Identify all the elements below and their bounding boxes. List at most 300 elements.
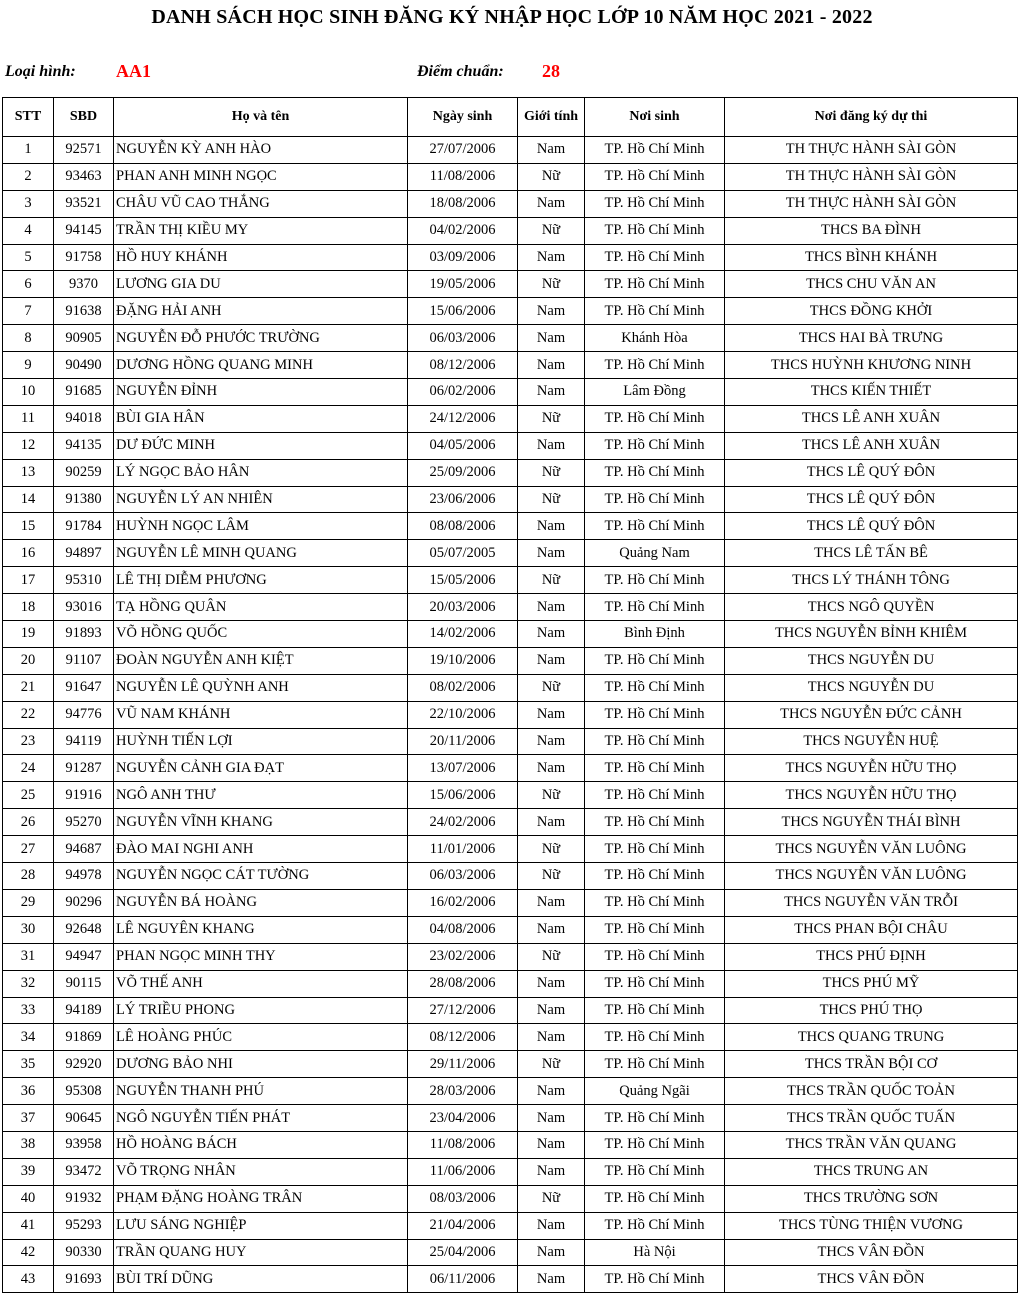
cell-exam-registration: THCS PHÚ THỌ [725, 997, 1018, 1024]
cell-stt: 3 [3, 190, 54, 217]
cell-birth-place: Quảng Nam [585, 540, 725, 567]
cell-birth-date: 22/10/2006 [408, 701, 518, 728]
cell-exam-registration: TH THỰC HÀNH SÀI GÒN [725, 137, 1018, 164]
table-row [3, 486, 1018, 513]
cell-exam-registration: THCS LÊ QUÝ ĐÔN [725, 486, 1018, 513]
cell-full-name: LÝ NGỌC BẢO HÂN [114, 459, 408, 486]
cell-gender: Nam [518, 352, 585, 379]
cell-sbd: 90490 [54, 352, 114, 379]
cell-stt: 36 [3, 1078, 54, 1105]
cell-sbd: 93958 [54, 1131, 114, 1158]
cell-full-name: TRẦN THỊ KIỀU MY [114, 217, 408, 244]
cell-exam-registration: THCS TRẦN VĂN QUANG [725, 1131, 1018, 1158]
table-row [3, 379, 1018, 406]
cell-full-name: NGUYỄN VĨNH KHANG [114, 809, 408, 836]
cell-stt: 5 [3, 244, 54, 271]
table-row [3, 1051, 1018, 1078]
cell-birth-place: TP. Hồ Chí Minh [585, 244, 725, 271]
cell-full-name: NGUYỄN CẢNH GIA ĐẠT [114, 755, 408, 782]
table-row [3, 728, 1018, 755]
cell-full-name: PHẠM ĐẶNG HOÀNG TRÂN [114, 1185, 408, 1212]
cell-birth-place: Hà Nội [585, 1239, 725, 1266]
header-exam-registration: Nơi đăng ký dự thi [725, 98, 1018, 137]
table-row [3, 1212, 1018, 1239]
cell-full-name: HUỲNH TIẾN LỢI [114, 728, 408, 755]
cell-exam-registration: THCS NGUYỄN HỮU THỌ [725, 755, 1018, 782]
cell-stt: 24 [3, 755, 54, 782]
cell-exam-registration: THCS LÊ QUÝ ĐÔN [725, 459, 1018, 486]
cell-sbd: 93521 [54, 190, 114, 217]
cell-exam-registration: THCS KIẾN THIẾT [725, 379, 1018, 406]
cutoff-score-label: Điểm chuẩn: [417, 63, 504, 80]
cell-stt: 22 [3, 701, 54, 728]
cell-stt: 15 [3, 513, 54, 540]
table-row [3, 513, 1018, 540]
cell-birth-place: TP. Hồ Chí Minh [585, 1051, 725, 1078]
cell-gender: Nam [518, 1024, 585, 1051]
cell-sbd: 90259 [54, 459, 114, 486]
cell-full-name: NGUYỄN THANH PHÚ [114, 1078, 408, 1105]
cell-sbd: 92571 [54, 137, 114, 164]
cell-stt: 8 [3, 325, 54, 352]
cell-gender: Nam [518, 137, 585, 164]
cell-sbd: 91784 [54, 513, 114, 540]
cell-birth-date: 11/08/2006 [408, 163, 518, 190]
header-birth-date: Ngày sinh [408, 98, 518, 137]
cell-full-name: NGUYỄN ĐỈNH [114, 379, 408, 406]
cell-gender: Nam [518, 190, 585, 217]
cell-sbd: 93472 [54, 1158, 114, 1185]
cell-stt: 32 [3, 970, 54, 997]
cell-birth-date: 25/04/2006 [408, 1239, 518, 1266]
cell-gender: Nam [518, 755, 585, 782]
admission-type-label: Loại hình: [5, 63, 76, 80]
table-row [3, 997, 1018, 1024]
cell-birth-date: 08/03/2006 [408, 1185, 518, 1212]
cell-sbd: 95293 [54, 1212, 114, 1239]
cell-birth-date: 15/06/2006 [408, 782, 518, 809]
cell-birth-place: TP. Hồ Chí Minh [585, 1158, 725, 1185]
cell-birth-date: 16/02/2006 [408, 889, 518, 916]
header-full-name: Họ và tên [114, 98, 408, 137]
table-row [3, 271, 1018, 298]
cell-gender: Nam [518, 809, 585, 836]
cell-gender: Nữ [518, 1051, 585, 1078]
cell-exam-registration: THCS BÌNH KHÁNH [725, 244, 1018, 271]
cell-birth-place: TP. Hồ Chí Minh [585, 513, 725, 540]
cell-birth-place: Lâm Đồng [585, 379, 725, 406]
table-row [3, 1131, 1018, 1158]
table-row [3, 755, 1018, 782]
header-sbd: SBD [54, 98, 114, 137]
cell-gender: Nam [518, 1212, 585, 1239]
cell-sbd: 90330 [54, 1239, 114, 1266]
cell-birth-date: 24/02/2006 [408, 809, 518, 836]
cell-birth-date: 06/02/2006 [408, 379, 518, 406]
cell-full-name: PHAN ANH MINH NGỌC [114, 163, 408, 190]
table-row [3, 567, 1018, 594]
cell-birth-place: TP. Hồ Chí Minh [585, 217, 725, 244]
table-row [3, 244, 1018, 271]
cell-birth-place: TP. Hồ Chí Minh [585, 432, 725, 459]
cell-exam-registration: THCS LÊ QUÝ ĐÔN [725, 513, 1018, 540]
table-row [3, 217, 1018, 244]
cell-sbd: 92648 [54, 916, 114, 943]
cell-stt: 35 [3, 1051, 54, 1078]
table-row [3, 943, 1018, 970]
cell-birth-date: 04/02/2006 [408, 217, 518, 244]
cell-sbd: 91107 [54, 647, 114, 674]
cell-sbd: 93463 [54, 163, 114, 190]
cell-gender: Nam [518, 970, 585, 997]
cell-gender: Nữ [518, 217, 585, 244]
student-table [2, 97, 1018, 1293]
cell-exam-registration: THCS TÙNG THIỆN VƯƠNG [725, 1212, 1018, 1239]
cell-birth-date: 23/02/2006 [408, 943, 518, 970]
cell-birth-place: TP. Hồ Chí Minh [585, 567, 725, 594]
cell-exam-registration: THCS NGUYỄN DU [725, 647, 1018, 674]
cell-gender: Nam [518, 1131, 585, 1158]
cell-birth-date: 27/07/2006 [408, 137, 518, 164]
cell-birth-place: TP. Hồ Chí Minh [585, 1024, 725, 1051]
cell-stt: 37 [3, 1105, 54, 1132]
cell-full-name: PHAN NGỌC MINH THY [114, 943, 408, 970]
cell-stt: 13 [3, 459, 54, 486]
cell-stt: 2 [3, 163, 54, 190]
cell-stt: 25 [3, 782, 54, 809]
cell-full-name: LƯU SÁNG NGHIỆP [114, 1212, 408, 1239]
cell-gender: Nam [518, 728, 585, 755]
header-gender: Giới tính [518, 98, 585, 137]
table-row [3, 540, 1018, 567]
cell-stt: 1 [3, 137, 54, 164]
cell-full-name: NGUYỄN KỲ ANH HÀO [114, 137, 408, 164]
cell-exam-registration: THCS TRẦN QUỐC TUẤN [725, 1105, 1018, 1132]
table-row [3, 1078, 1018, 1105]
cell-exam-registration: THCS HAI BÀ TRƯNG [725, 325, 1018, 352]
cell-birth-date: 04/08/2006 [408, 916, 518, 943]
cell-birth-place: TP. Hồ Chí Minh [585, 647, 725, 674]
cell-sbd: 93016 [54, 594, 114, 621]
cell-birth-date: 03/09/2006 [408, 244, 518, 271]
table-row [3, 432, 1018, 459]
cell-gender: Nam [518, 594, 585, 621]
table-row [3, 163, 1018, 190]
cell-birth-date: 11/01/2006 [408, 836, 518, 863]
cell-birth-date: 28/08/2006 [408, 970, 518, 997]
cell-birth-date: 19/10/2006 [408, 647, 518, 674]
cell-stt: 27 [3, 836, 54, 863]
table-row [3, 1266, 1018, 1293]
header-stt: STT [3, 98, 54, 137]
cell-birth-place: TP. Hồ Chí Minh [585, 1131, 725, 1158]
cell-sbd: 91693 [54, 1266, 114, 1293]
table-row [3, 863, 1018, 890]
cell-exam-registration: THCS NGUYỄN HUỆ [725, 728, 1018, 755]
cell-full-name: NGÔ ANH THƯ [114, 782, 408, 809]
cell-birth-date: 06/11/2006 [408, 1266, 518, 1293]
cell-full-name: TRẦN QUANG HUY [114, 1239, 408, 1266]
table-row [3, 701, 1018, 728]
cell-full-name: DƯƠNG BẢO NHI [114, 1051, 408, 1078]
cell-stt: 16 [3, 540, 54, 567]
cell-birth-date: 08/12/2006 [408, 1024, 518, 1051]
cell-sbd: 94947 [54, 943, 114, 970]
cell-exam-registration: TH THỰC HÀNH SÀI GÒN [725, 163, 1018, 190]
cell-exam-registration: THCS TRẦN BỘI CƠ [725, 1051, 1018, 1078]
cell-sbd: 91869 [54, 1024, 114, 1051]
cell-gender: Nam [518, 916, 585, 943]
cell-gender: Nam [518, 701, 585, 728]
cell-sbd: 94687 [54, 836, 114, 863]
cell-exam-registration: THCS LÝ THÁNH TÔNG [725, 567, 1018, 594]
cell-birth-date: 15/05/2006 [408, 567, 518, 594]
cell-gender: Nam [518, 379, 585, 406]
cell-birth-place: TP. Hồ Chí Minh [585, 163, 725, 190]
cell-gender: Nam [518, 513, 585, 540]
cell-full-name: TẠ HỒNG QUÂN [114, 594, 408, 621]
cell-stt: 23 [3, 728, 54, 755]
table-row [3, 621, 1018, 648]
cell-sbd: 94776 [54, 701, 114, 728]
cell-full-name: LÊ HOÀNG PHÚC [114, 1024, 408, 1051]
cell-birth-date: 19/05/2006 [408, 271, 518, 298]
cell-sbd: 94897 [54, 540, 114, 567]
cell-sbd: 94189 [54, 997, 114, 1024]
cell-full-name: ĐÀO MAI NGHI ANH [114, 836, 408, 863]
cell-gender: Nam [518, 1078, 585, 1105]
table-row [3, 782, 1018, 809]
cell-stt: 17 [3, 567, 54, 594]
cell-birth-date: 25/09/2006 [408, 459, 518, 486]
cell-sbd: 9370 [54, 271, 114, 298]
cell-sbd: 94145 [54, 217, 114, 244]
table-row [3, 1024, 1018, 1051]
cell-full-name: BÙI GIA HÂN [114, 405, 408, 432]
table-header-row [3, 98, 1018, 137]
cell-stt: 20 [3, 647, 54, 674]
cell-full-name: NGUYỄN LÝ AN NHIÊN [114, 486, 408, 513]
cell-exam-registration: THCS HUỲNH KHƯƠNG NINH [725, 352, 1018, 379]
cell-birth-date: 15/06/2006 [408, 298, 518, 325]
cell-sbd: 92920 [54, 1051, 114, 1078]
cell-gender: Nam [518, 244, 585, 271]
cell-birth-place: TP. Hồ Chí Minh [585, 190, 725, 217]
cell-exam-registration: THCS NGUYỄN VĂN LUÔNG [725, 863, 1018, 890]
cell-full-name: LÊ THỊ DIỄM PHƯƠNG [114, 567, 408, 594]
cell-sbd: 90296 [54, 889, 114, 916]
cell-exam-registration: THCS VÂN ĐỒN [725, 1266, 1018, 1293]
cell-birth-place: TP. Hồ Chí Minh [585, 809, 725, 836]
cell-full-name: VÕ TRỌNG NHÂN [114, 1158, 408, 1185]
cell-gender: Nam [518, 647, 585, 674]
cell-exam-registration: THCS TRUNG AN [725, 1158, 1018, 1185]
cell-birth-place: TP. Hồ Chí Minh [585, 1105, 725, 1132]
cell-gender: Nam [518, 540, 585, 567]
cell-gender: Nữ [518, 674, 585, 701]
table-row [3, 889, 1018, 916]
cell-exam-registration: THCS PHAN BỘI CHÂU [725, 916, 1018, 943]
cell-gender: Nam [518, 1105, 585, 1132]
cell-exam-registration: THCS NGUYỄN THÁI BÌNH [725, 809, 1018, 836]
cell-birth-place: TP. Hồ Chí Minh [585, 405, 725, 432]
cell-birth-date: 20/03/2006 [408, 594, 518, 621]
cell-birth-place: TP. Hồ Chí Minh [585, 755, 725, 782]
cell-gender: Nam [518, 1158, 585, 1185]
cell-full-name: VÕ THẾ ANH [114, 970, 408, 997]
cell-sbd: 94978 [54, 863, 114, 890]
cell-exam-registration: THCS BA ĐÌNH [725, 217, 1018, 244]
cell-stt: 26 [3, 809, 54, 836]
cell-birth-place: TP. Hồ Chí Minh [585, 137, 725, 164]
cell-sbd: 91685 [54, 379, 114, 406]
cell-sbd: 91638 [54, 298, 114, 325]
cell-exam-registration: THCS PHÚ MỸ [725, 970, 1018, 997]
cell-full-name: DƯƠNG HỒNG QUANG MINH [114, 352, 408, 379]
table-row [3, 1105, 1018, 1132]
table-row [3, 459, 1018, 486]
cell-birth-date: 23/06/2006 [408, 486, 518, 513]
cell-exam-registration: THCS PHÚ ĐỊNH [725, 943, 1018, 970]
cell-gender: Nam [518, 621, 585, 648]
cell-exam-registration: THCS LÊ ANH XUÂN [725, 405, 1018, 432]
cell-full-name: NGÔ NGUYỄN TIẾN PHÁT [114, 1105, 408, 1132]
cell-birth-place: TP. Hồ Chí Minh [585, 1185, 725, 1212]
cutoff-score-value: 28 [542, 61, 560, 81]
cell-sbd: 95270 [54, 809, 114, 836]
cell-full-name: LÊ NGUYÊN KHANG [114, 916, 408, 943]
table-row [3, 674, 1018, 701]
cell-full-name: NGUYỄN BÁ HOÀNG [114, 889, 408, 916]
table-row [3, 352, 1018, 379]
cell-sbd: 94135 [54, 432, 114, 459]
cell-sbd: 90645 [54, 1105, 114, 1132]
cell-sbd: 91893 [54, 621, 114, 648]
cell-gender: Nam [518, 997, 585, 1024]
cell-sbd: 91758 [54, 244, 114, 271]
cell-birth-place: TP. Hồ Chí Minh [585, 916, 725, 943]
cell-birth-date: 29/11/2006 [408, 1051, 518, 1078]
cell-stt: 6 [3, 271, 54, 298]
cell-gender: Nữ [518, 271, 585, 298]
cell-birth-place: TP. Hồ Chí Minh [585, 486, 725, 513]
cell-full-name: CHÂU VŨ CAO THẮNG [114, 190, 408, 217]
cell-exam-registration: THCS NGUYỄN VĂN TRỖI [725, 889, 1018, 916]
cell-stt: 19 [3, 621, 54, 648]
cell-full-name: BÙI TRÍ DŨNG [114, 1266, 408, 1293]
cell-birth-date: 28/03/2006 [408, 1078, 518, 1105]
cell-sbd: 94018 [54, 405, 114, 432]
cutoff-score [417, 61, 560, 81]
cell-gender: Nam [518, 1266, 585, 1293]
cell-exam-registration: THCS QUANG TRUNG [725, 1024, 1018, 1051]
cell-full-name: LƯƠNG GIA DU [114, 271, 408, 298]
cell-sbd: 91647 [54, 674, 114, 701]
cell-gender: Nam [518, 1239, 585, 1266]
cell-stt: 4 [3, 217, 54, 244]
cell-birth-date: 24/12/2006 [408, 405, 518, 432]
table-row [3, 809, 1018, 836]
cell-birth-place: TP. Hồ Chí Minh [585, 782, 725, 809]
cell-birth-date: 14/02/2006 [408, 621, 518, 648]
cell-full-name: DƯ ĐỨC MINH [114, 432, 408, 459]
cell-birth-place: Quảng Ngãi [585, 1078, 725, 1105]
cell-exam-registration: THCS LÊ ANH XUÂN [725, 432, 1018, 459]
cell-birth-place: TP. Hồ Chí Minh [585, 594, 725, 621]
cell-exam-registration: THCS NGUYỄN ĐỨC CẢNH [725, 701, 1018, 728]
cell-exam-registration: THCS NGUYỄN VĂN LUÔNG [725, 836, 1018, 863]
table-row [3, 916, 1018, 943]
table-row [3, 970, 1018, 997]
cell-stt: 33 [3, 997, 54, 1024]
cell-birth-date: 27/12/2006 [408, 997, 518, 1024]
cell-full-name: NGUYỄN LÊ QUỲNH ANH [114, 674, 408, 701]
cell-sbd: 91916 [54, 782, 114, 809]
cell-full-name: NGUYỄN LÊ MINH QUANG [114, 540, 408, 567]
cell-exam-registration: THCS LÊ TẤN BÊ [725, 540, 1018, 567]
cell-birth-date: 11/06/2006 [408, 1158, 518, 1185]
cell-stt: 34 [3, 1024, 54, 1051]
cell-birth-place: Bình Định [585, 621, 725, 648]
cell-birth-date: 08/08/2006 [408, 513, 518, 540]
cell-gender: Nữ [518, 863, 585, 890]
cell-sbd: 95310 [54, 567, 114, 594]
table-row [3, 1239, 1018, 1266]
cell-birth-place: TP. Hồ Chí Minh [585, 863, 725, 890]
table-row [3, 1185, 1018, 1212]
cell-stt: 38 [3, 1131, 54, 1158]
cell-birth-place: TP. Hồ Chí Minh [585, 728, 725, 755]
cell-exam-registration: THCS TRẦN QUỐC TOẢN [725, 1078, 1018, 1105]
cell-birth-place: Khánh Hòa [585, 325, 725, 352]
cell-stt: 42 [3, 1239, 54, 1266]
cell-gender: Nữ [518, 163, 585, 190]
cell-birth-date: 23/04/2006 [408, 1105, 518, 1132]
table-row [3, 594, 1018, 621]
cell-full-name: VŨ NAM KHÁNH [114, 701, 408, 728]
cell-birth-date: 06/03/2006 [408, 325, 518, 352]
cell-birth-place: TP. Hồ Chí Minh [585, 459, 725, 486]
cell-full-name: NGUYỄN ĐỖ PHƯỚC TRƯỜNG [114, 325, 408, 352]
cell-full-name: VÕ HỒNG QUỐC [114, 621, 408, 648]
cell-birth-place: TP. Hồ Chí Minh [585, 997, 725, 1024]
cell-stt: 14 [3, 486, 54, 513]
cell-gender: Nam [518, 325, 585, 352]
admission-type-value: AA1 [116, 61, 151, 81]
cell-full-name: HUỲNH NGỌC LÂM [114, 513, 408, 540]
cell-birth-date: 06/03/2006 [408, 863, 518, 890]
cell-exam-registration: THCS CHU VĂN AN [725, 271, 1018, 298]
cell-stt: 18 [3, 594, 54, 621]
cell-stt: 28 [3, 863, 54, 890]
cell-birth-place: TP. Hồ Chí Minh [585, 271, 725, 298]
cell-sbd: 91380 [54, 486, 114, 513]
cell-full-name: HỒ HOÀNG BÁCH [114, 1131, 408, 1158]
cell-birth-place: TP. Hồ Chí Minh [585, 836, 725, 863]
cell-full-name: HỒ HUY KHÁNH [114, 244, 408, 271]
cell-birth-date: 18/08/2006 [408, 190, 518, 217]
admission-type [5, 61, 151, 81]
cell-gender: Nữ [518, 567, 585, 594]
cell-birth-date: 08/02/2006 [408, 674, 518, 701]
cell-birth-date: 11/08/2006 [408, 1131, 518, 1158]
cell-birth-date: 21/04/2006 [408, 1212, 518, 1239]
cell-stt: 9 [3, 352, 54, 379]
cell-stt: 41 [3, 1212, 54, 1239]
cell-exam-registration: THCS NGUYỄN DU [725, 674, 1018, 701]
page-title: DANH SÁCH HỌC SINH ĐĂNG KÝ NHẬP HỌC LỚP 10 NĂM HỌC 2021 - 2022 [151, 6, 873, 28]
table-row [3, 298, 1018, 325]
